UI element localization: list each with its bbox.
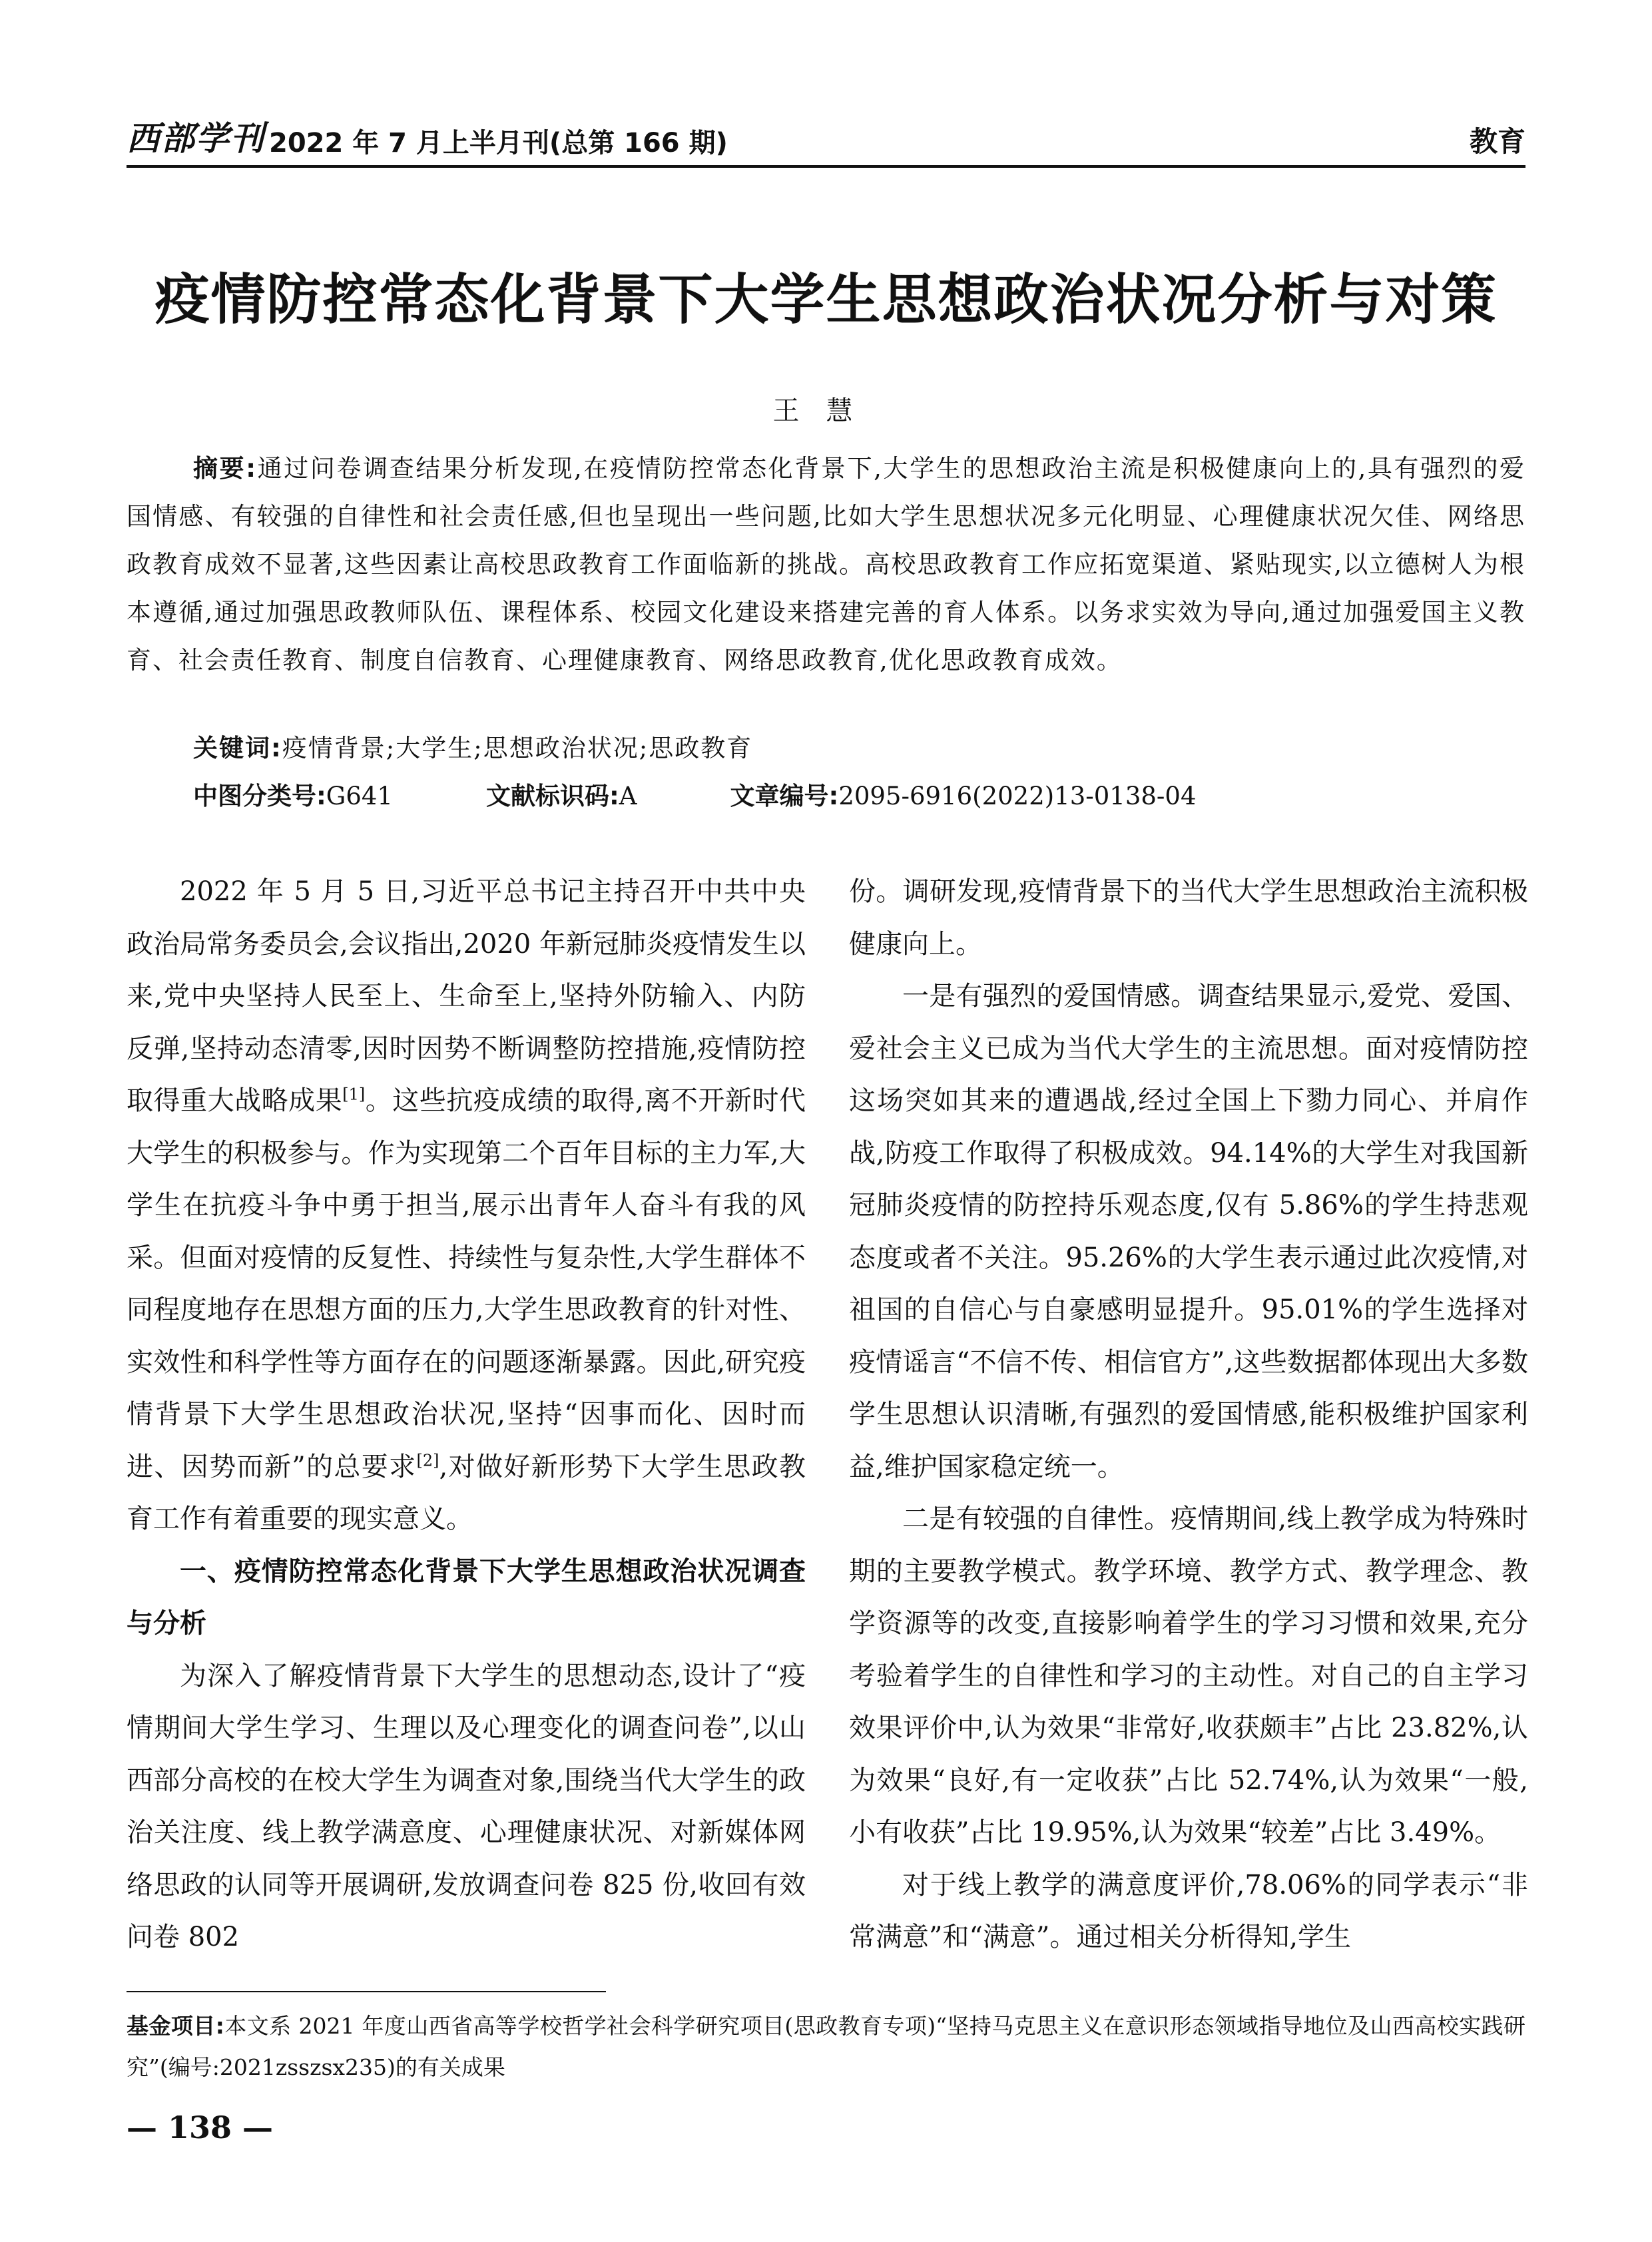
body-paragraph: 二是有较强的自律性。疫情期间,线上教学成为特殊时期的主要教学模式。教学环境、教学方式、教学理念、教学资源等的改变,直接影响着学生的学习习惯和效果,充分考验着学生的自律性和学习的主动性。对自己的自主学习效果评价中,认为效果“非常好,收获颇丰”占比 23.82%,认为效果“良好,有一定收获”占比 52.74%,认为效果“一般,小有收获”占比 19.95%,认为效果“较差”占比 3.49%。 <box>849 1504 1528 1848</box>
body-paragraph <box>127 866 806 1545</box>
clc-label: 中图分类号: <box>193 782 326 810</box>
clc-code <box>193 772 393 820</box>
doc-code <box>486 772 637 820</box>
footnote <box>127 2006 1525 2088</box>
body-column-right <box>849 866 1528 1964</box>
page-number: — 138 — <box>127 2109 274 2145</box>
abstract-label: 摘要: <box>193 454 258 483</box>
author-name: 王慧 <box>772 396 880 426</box>
paragraph-text: ,对做好新形势下大学生思政教育工作有着重要的现实意义。 <box>127 1451 806 1534</box>
abstract-paragraph <box>127 445 1525 685</box>
journal-logo: 西部学刊 <box>127 119 265 158</box>
doc-label: 文献标识码: <box>485 782 619 810</box>
abstract <box>127 445 1525 685</box>
abstract-text: 通过问卷调查结果分析发现,在疫情防控常态化背景下,大学生的思想政治主流是积极健康向上的,具有强烈的爱国情感、有较强的自律性和社会责任感,但也呈现出一些问题,比如大学生思想状况多元化明显、心理健康状况欠佳、网络思政教育成效不显著,这些因素让高校思政教育工作面临新的挑战。高校思政教育工作应拓宽渠道、紧贴现实,以立德树人为根本遵循,通过加强思政教师队伍、课程体系、校园文化建设来搭建完善的育人体系。以务求实效为导向,通过加强爱国主义教育、社会责任教育、制度自信教育、心理健康教育、网络思政教育,优化思政教育成效。 <box>127 454 1526 675</box>
citation-ref: [1] <box>342 1085 366 1104</box>
body-paragraph-continued: 份。调研发现,疫情背景下的当代大学生思想政治主流积极健康向上。 <box>849 876 1528 960</box>
footnote-text: 本文系 2021 年度山西省高等学校哲学社会科学研究项目(思政教育专项)“坚持马克思主义在意识形态领域指导地位及山西高校实践研究”(编号:2021zsszsx235)的有关成果 <box>127 2013 1525 2080</box>
section-heading: 一、疫情防控常态化背景下大学生思想政治状况调查与分析 <box>127 1555 806 1639</box>
paragraph-text: 2022 年 5 月 5 日,习近平总书记主持召开中共中央政治局常务委员会,会议指出,2020 年新冠肺炎疫情发生以来,党中央坚持人民至上、生命至上,坚持外防输入、内防反弹,坚持动态清零,因时因势不断调整防控措施,疫情防控取得重大战略成果 <box>127 876 806 1116</box>
article-label: 文章编号: <box>730 782 839 810</box>
doc-value: A <box>619 782 637 810</box>
body-column-left <box>127 866 806 1964</box>
article-title: 疫情防控常态化背景下大学生思想政治状况分析与对策 <box>154 268 1498 332</box>
journal-issue: 2022 年 7 月上半月刊(总第 166 期) <box>269 128 728 158</box>
article-value: 2095-6916(2022)13-0138-04 <box>838 782 1197 810</box>
footnote-label: 基金项目: <box>127 2013 224 2039</box>
citation-ref: [2] <box>416 1451 439 1470</box>
section-name: 教育 <box>1469 125 1525 158</box>
article-number <box>730 772 1197 820</box>
body-paragraph: 一是有强烈的爱国情感。调查结果显示,爱党、爱国、爱社会主义已成为当代大学生的主流思想。面对疫情防控这场突如其来的遭遇战,经过全国上下勠力同心、并肩作战,防疫工作取得了积极成效。94.14%的大学生对我国新冠肺炎疫情的防控持乐观态度,仅有 5.86%的学生持悲观态度或者不关注。95.26%的大学生表示通过此次疫情,对祖国的自信心与自豪感明显提升。95.01%的学生选择对疫情谣言“不信不传、相信官方”,这些数据都体现出大多数学生思想认识清晰,有强烈的爱国情感,能积极维护国家利益,维护国家稳定统一。 <box>849 981 1528 1482</box>
running-header <box>127 113 1525 168</box>
paragraph-text: 。这些抗疫成绩的取得,离不开新时代大学生的积极参与。作为实现第二个百年目标的主力军,大学生在抗疫斗争中勇于担当,展示出青年人奋斗有我的风采。但面对疫情的反复性、持续性与复杂性,大学生群体不同程度地存在思想方面的压力,大学生思政教育的针对性、实效性和科学性等方面存在的问题逐渐暴露。因此,研究疫情背景下大学生思想政治状况,坚持“因事而化、因时而进、因势而新”的总要求 <box>127 1085 806 1482</box>
journal-info <box>127 112 728 160</box>
body-paragraph: 为深入了解疫情背景下大学生的思想动态,设计了“疫情期间大学生学习、生理以及心理变化的调查问卷”,以山西部分高校的在校大学生为调查对象,围绕当代大学生的政治关注度、线上教学满意度、心理健康状况、对新媒体网络思政的认同等开展调研,发放调查问卷 825 份,收回有效问卷 802 <box>127 1660 806 1952</box>
clc-value: G641 <box>326 782 393 810</box>
footnote-rule <box>127 1991 606 1992</box>
classification-row <box>193 772 1525 820</box>
keywords-label: 关键词: <box>193 734 282 762</box>
body-paragraph: 对于线上教学的满意度评价,78.06%的同学表示“非常满意”和“满意”。通过相关分析得知,学生 <box>849 1869 1528 1952</box>
keywords-text: 疫情背景;大学生;思想政治状况;思政教育 <box>282 734 753 762</box>
keywords <box>193 724 1525 772</box>
